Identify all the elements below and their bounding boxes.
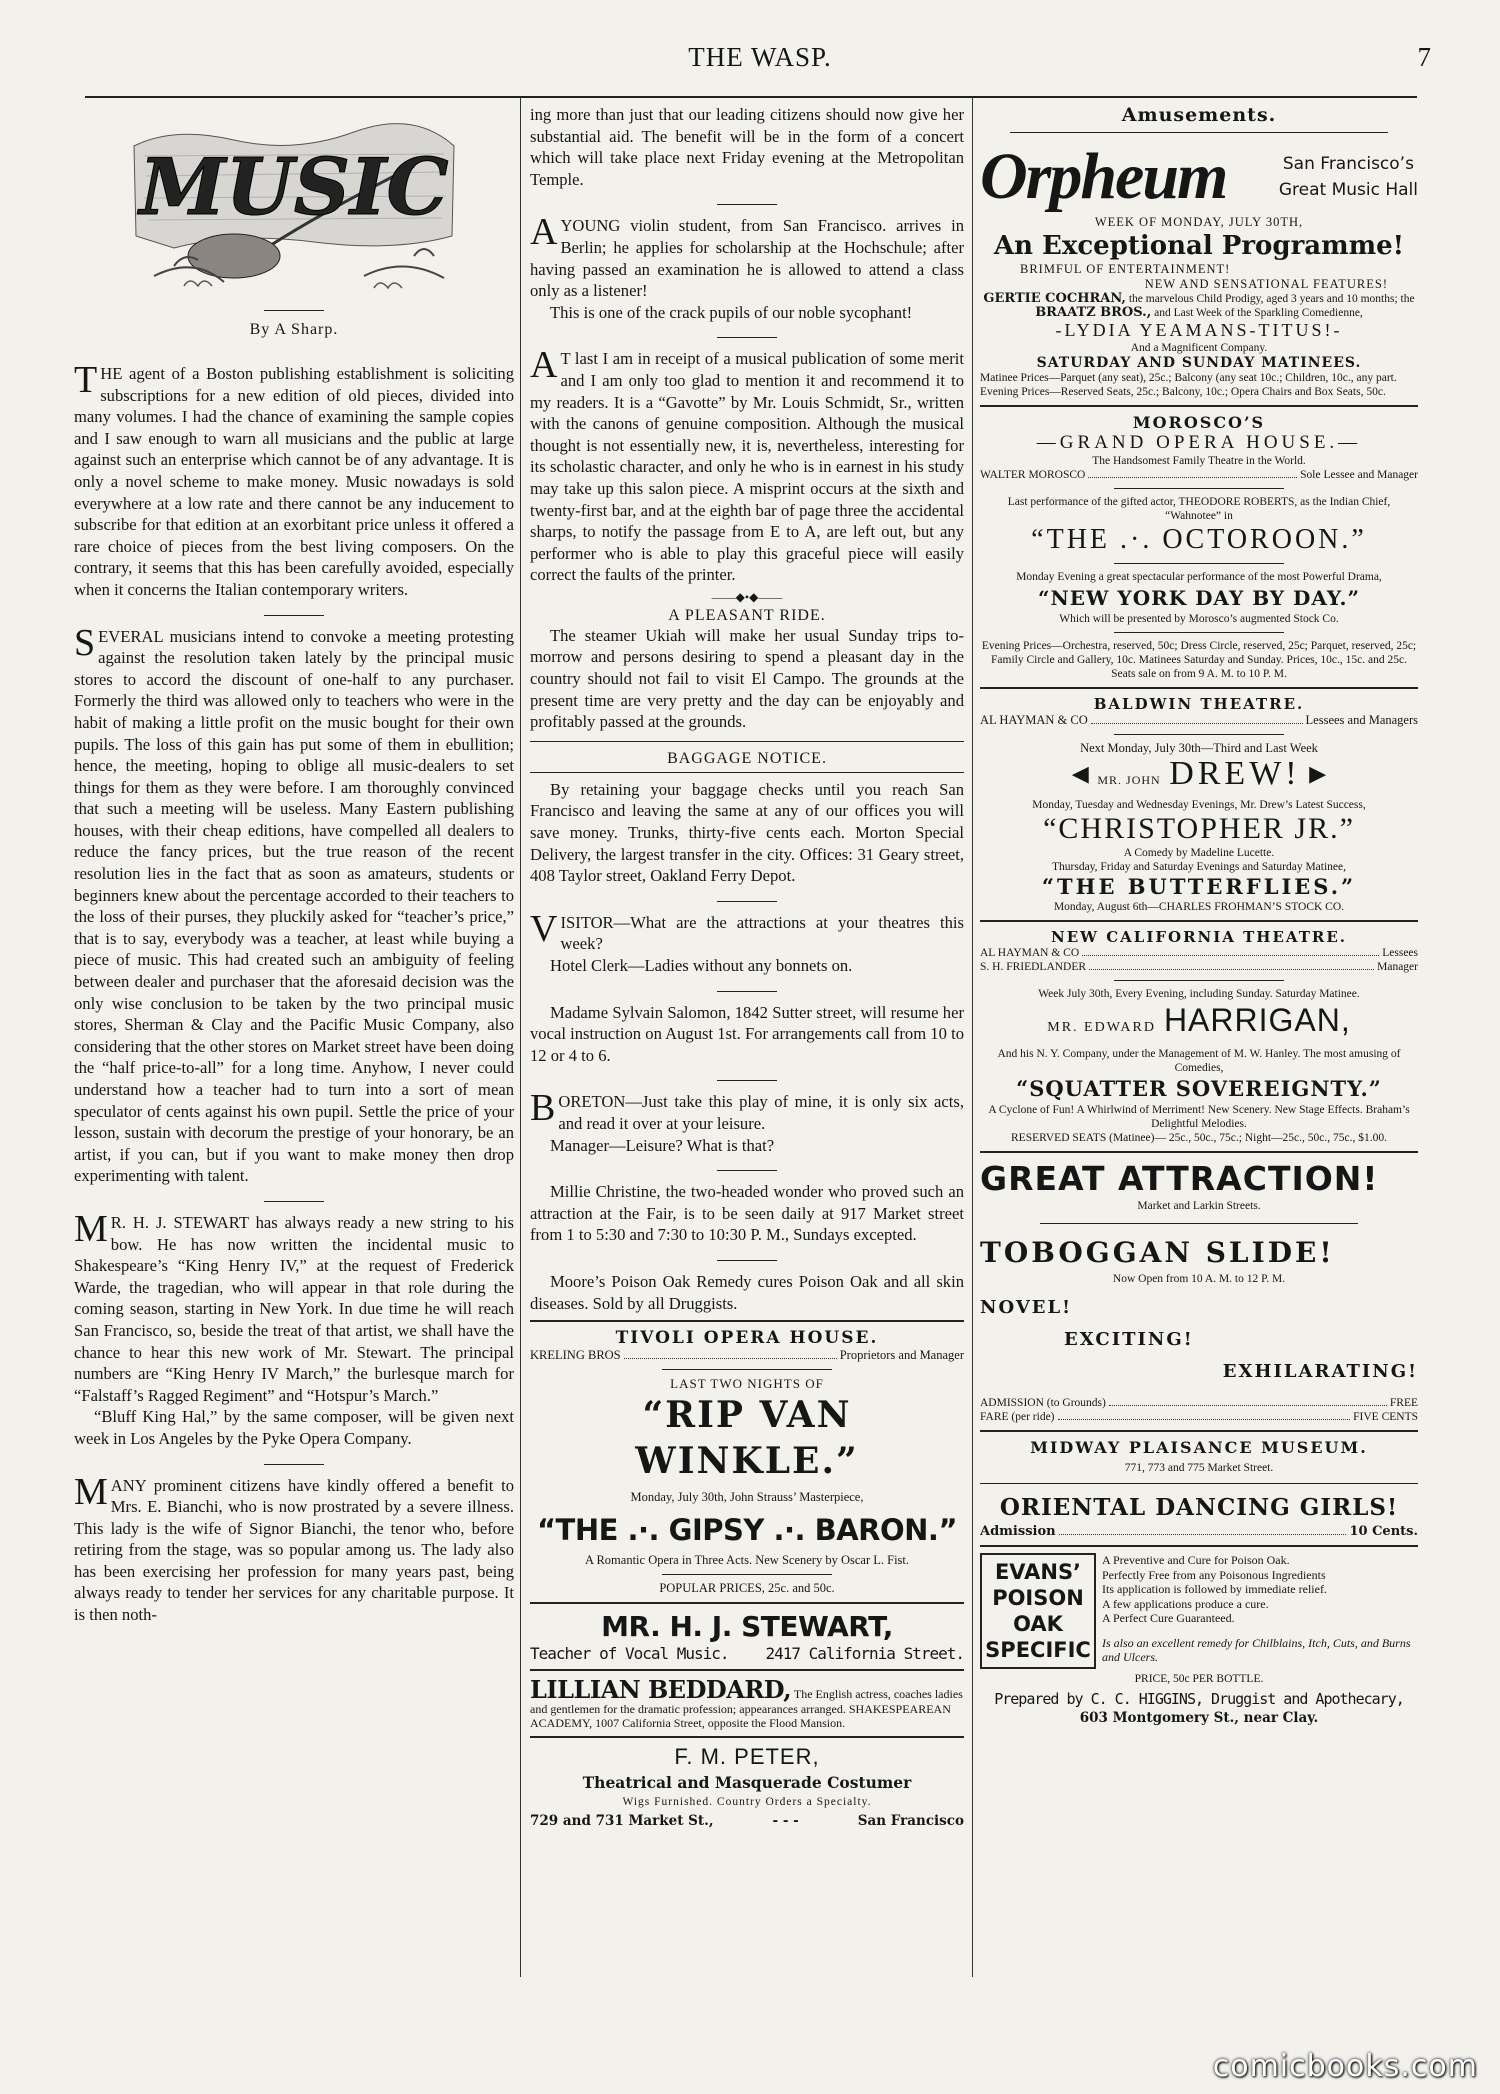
midway-address: 771, 773 and 775 Market Street. <box>1124 1462 1274 1474</box>
column-rule-2 <box>972 97 973 1977</box>
orpheum-new: NEW AND SENSATIONAL FEATURES! <box>1144 277 1388 291</box>
paragraph-poison-oak: Moore’s Poison Oak Remedy cures Poison Oak and all skin diseases. Sold by all Druggists. <box>530 1271 964 1313</box>
stewart-name: MR. H. J. STEWART, <box>601 1610 893 1644</box>
great-attraction-title: GREAT ATTRACTION! <box>980 1159 1379 1198</box>
paragraph-manager: Manager—Leisure? What is that? <box>550 1135 775 1155</box>
rule <box>1114 488 1284 489</box>
heading-ride: A PLEASANT RIDE. <box>668 606 826 624</box>
ad-midway <box>980 1438 1418 1539</box>
evans-address: 603 Montgomery St., near Clay. <box>1079 1710 1319 1726</box>
morosco-last: Last performance of the gifted actor, THEODORE ROBERTS, as the Indian Chief, “Wahnotee” in <box>1007 496 1391 522</box>
rule <box>1040 1223 1358 1224</box>
toboggan-title: TOBOGGAN SLIDE! <box>980 1236 1335 1269</box>
tivoli-owners: KRELING BROS Proprietors and Manager <box>530 1348 964 1363</box>
morosco-which: Which will be presented by Morosco’s augmented Stock Co. <box>1059 613 1339 625</box>
rule <box>980 920 1418 922</box>
paragraph-gavotte: A T last I am in receipt of a musical publication of some merit and I am only too glad to mention it and recommend it to my readers. It is a “Gavotte” by Mr. Louis Schmidt, Sr., written with the canons of genuine composition. Although the musical thought is not essentially new, it is, nevertheless, interesting for its scholastic character, and only he who is in earnest in his study may take up this salon piece. A misprint occurs at the sixth and twenty-first bar, and at the eighth bar of page three the accidental sharps, to notify the passage from E to A, are left out, but any performer who is able to play this graceful piece will easily correct the faults of the printer. <box>530 344 964 585</box>
baldwin-drew: ◂ MR. JOHN DREW! ▸ <box>1071 755 1327 792</box>
rule <box>980 1430 1418 1432</box>
paragraph-stewart: M R. H. J. STEWART has always ready a new string to his bow. He has now written the incidental music to Shakespeare’s “King Henry IV,” at the request of Frederick Warde, the tragedian, who will appear in that role during the coming season, starting in New York. In due time he will reach San Francisco, so, beside the treat of that artist, we shall have the chance to hear this new work of Mr. Stewart. The principal numbers are “King Henry IV March,” the burlesque march for “Falstaff’s Ragged Regiment” and “Hotspur’s March.” <box>74 1207 514 1405</box>
ad-great-attraction <box>980 1159 1418 1424</box>
rule <box>717 901 777 902</box>
evans-logo: EVANS’ POISON OAK SPECIFIC <box>980 1553 1096 1669</box>
rule <box>530 1669 964 1671</box>
evans-prepared: Prepared by C. C. HIGGINS, Druggist and Apothecary, <box>994 1690 1404 1708</box>
ad-peter <box>530 1744 964 1829</box>
morosco-monday: Monday Evening a great spectacular performance of the most Powerful Drama, <box>1016 571 1382 583</box>
paragraph-bianchi: MANY prominent citizens have kindly offered a benefit to Mrs. E. Bianchi, who is now prostrated by a severe illness. This lady is the wife of Signor Bianchi, the tenor who, before retiring from the stage, was so popular among us. The lady also has been exercising her profession for many years past, being always ready to tender her services for any charitable purpose. It is then noth- <box>74 1470 514 1625</box>
toboggan-novel: NOVEL! <box>980 1297 1073 1318</box>
peter-wigs: Wigs Furnished. Country Orders a Specialty. <box>622 1796 872 1809</box>
morosco-octoroon: “THE .·. OCTOROON.” <box>1031 524 1367 555</box>
rule <box>717 337 777 338</box>
paragraph-several: SEVERAL musicians intend to convoke a meeting protesting against the resolution taken lately by the principal music stores to accord the discount of one-half to any purchaser. Formerly the third was allowed only to teachers who were in the habit of making a little profit on the music bought for their own pupils. The loss of this gain has put some of them in ebullition; hence, the meeting, hoping to oblige all music-dealers to set things for them as they were before. I am thoroughly convinced that such a meeting will be useless. Many Eastern publishing houses, with their cheap editions, have compelled all dealers to reduce the fancy prices, but the true reason of the recent resolution lies in the fact that as soon as amateurs, students or beginners knew about the percentage accorded to their teachers to the loss of their purses, they pluckily asked for “teacher’s price,” that is to say, everybody was a teacher, at least while buying a piece of music. This had created such an ambiguity of feeling between dealer and purchaser that the aforesaid decision was the only wise conclusion to be taken by the two principal music stores, Sherman & Clay and the Pacific Music Company, also considering that the other stores on Market street have been doing the “half price-to-all” for a long time. Anyhow, I never could understand how a teacher had to turn into a sort of mean speculator of cents against his own pupil. Settle the price of your lesson, sustain with decorum the prestige of your honorary, be an artist, if you can, but if you want to make money then drop experimenting with talent. <box>74 621 514 1186</box>
baldwin-christopher: “CHRISTOPHER JR.” <box>1043 812 1355 845</box>
paragraph-bluff: “Bluff King Hal,” by the same composer, will be given next week in Los Angeles by the Pyke Opera Company. <box>74 1407 514 1448</box>
heading-baggage: BAGGAGE NOTICE. <box>667 749 827 767</box>
newspaper-title: THE WASP. <box>688 42 832 72</box>
rule <box>980 1483 1418 1484</box>
byline: By A Sharp. <box>249 321 339 338</box>
rule <box>1114 632 1284 633</box>
newcal-friedlander: S. H. FRIEDLANDER Manager <box>980 961 1418 973</box>
rule <box>1114 980 1284 981</box>
orpheum-lydia: -LYDIA YEAMANS-TITUS!- <box>1055 320 1343 340</box>
orpheum-name: Orpheum <box>980 140 1227 213</box>
baldwin-comedy: A Comedy by Madeline Lucette. <box>1123 847 1275 859</box>
stewart-info: Teacher of Vocal Music. 2417 California Street. <box>530 1644 964 1664</box>
midway-admission: Admission 10 Cents. <box>980 1524 1418 1539</box>
rule <box>717 991 777 992</box>
orpheum-matinee-prices: Matinee Prices—Parquet (any seat), 25c.; Balcony (any seat 10c.; Children, 10c., any part. <box>980 372 1397 384</box>
orpheum-tag1: San Francisco’s <box>1282 154 1414 174</box>
paragraph-baggage: By retaining your baggage checks until you reach San Francisco and leaving the same at any of our offices you will save money. Trunks, thirty-five cents each. Morton Special Delivery, the largest transfer in the city. Offices: 31 Geary street, 408 Taylor street, Oakland Ferry Depot. <box>530 779 964 886</box>
rule <box>1010 132 1388 133</box>
midway-oriental: ORIENTAL DANCING GIRLS! <box>999 1494 1399 1521</box>
morosco-nyd: “NEW YORK DAY BY DAY.” <box>1037 586 1361 610</box>
orpheum-week: WEEK OF MONDAY, JULY 30TH, <box>1094 215 1304 229</box>
rule <box>1114 734 1284 735</box>
newcal-cyclone: A Cyclone of Fun! A Whirlwind of Merriment! New Scenery. New Stage Effects. Braham’s Delightful Melodies. <box>988 1104 1410 1130</box>
rule <box>530 741 964 742</box>
morosco-prices: Evening Prices—Orchestra, reserved, 50c; Dress Circle, reserved, 25c; Parquet, reserved, 25c; Family Circle and Gallery, 10c. Matinees Saturday and Sunday. Prices, 10c., 15c. and 25c. Seats sale on from 9 A. M. to 10 P. M. <box>981 640 1417 680</box>
rule <box>717 1260 777 1261</box>
page-header <box>85 42 1435 82</box>
paragraph-millie: Millie Christine, the two-headed wonder who proved such an attraction at the Fair, is to be seen daily at 917 Market street from 1 to 5:30 and 7:30 to 10:30 P. M., Sundays excepted. <box>530 1182 964 1245</box>
morosco-name: MOROSCO’S <box>1132 413 1266 432</box>
rule <box>717 1170 777 1171</box>
ad-orpheum <box>980 139 1418 399</box>
rule <box>980 687 1418 689</box>
baldwin-hayman: AL HAYMAN & CO Lessees and Managers <box>980 713 1418 727</box>
ad-stewart <box>530 1610 964 1663</box>
beddard-text: The English actress, coaches ladies and gentlemen for the dramatic profession; appearances arranged. SHAKESPEAREAN ACADEMY, 1007 California Street, opposite the Flood Mansion. <box>530 1687 963 1730</box>
baldwin-butterflies: “THE BUTTERFLIES.” <box>1041 874 1357 899</box>
paragraph-ride: The steamer Ukiah will make her usual Sunday trips to-morrow and persons desiring to spend a pleasant day in the country should not fail to visit El Campo. The grounds at the present time are very pretty and the day can be enjoyably and profitably passed at the grounds. <box>530 625 964 732</box>
peter-sub: Theatrical and Masquerade Costumer <box>582 1773 912 1793</box>
ad-baldwin <box>980 695 1418 914</box>
newcal-reserved: RESERVED SEATS (Matinee)— 25c., 50c., 75c.; Night—25c., 50c., 75c., $1.00. <box>1011 1132 1387 1144</box>
rule <box>264 1464 324 1465</box>
morosco-walter: WALTER MOROSCO Sole Lessee and Manager <box>980 469 1418 481</box>
ornament-rule: ——◆•◆—— <box>711 589 783 604</box>
newcal-hayman: AL HAYMAN & CO Lessees <box>980 947 1418 959</box>
ad-evans <box>980 1553 1418 1726</box>
paragraph-boston: THE agent of a Boston publishing establishment is soliciting subscriptions for a new edition of old pieces, divided into many volumes. I had the chance of examining the sample copies and I saw enough to warn all musicians and the public at large against such an enterprise which cannot be of any advantage. It is only a novel scheme to make money. Music nowadays is sold everywhere at a low rate and there cannot be any inducement to subscribe for that edition at an exorbitant price unless it offered a rare choice of pieces from the best living composers. On the contrary, it seems that this has been carefully avoided, especially when it concerns the Italian contemporary writers. <box>74 359 514 599</box>
toboggan-exhilarating: EXHILARATING! <box>1222 1361 1418 1382</box>
column-rule-1 <box>520 97 521 1977</box>
newcal-squatter: “SQUATTER SOVEREIGNTY.” <box>1016 1076 1382 1101</box>
ad-tivoli <box>530 1328 964 1596</box>
newcal-name: NEW CALIFORNIA THEATRE. <box>1051 928 1347 946</box>
tivoli-name: TIVOLI OPERA HOUSE. <box>615 1328 879 1349</box>
peter-name: F. M. PETER, <box>674 1744 820 1770</box>
tivoli-last-two: LAST TWO NIGHTS OF <box>670 1376 824 1392</box>
column-music <box>74 104 514 1994</box>
music-banner-title: MUSIC <box>139 142 449 233</box>
rule <box>717 1080 777 1081</box>
rule <box>264 310 324 311</box>
tivoli-gipsy: “THE .·. GIPSY .·. BARON.” <box>536 1513 958 1548</box>
orpheum-gertie: GERTIE COCHRAN, the marvelous Child Prodigy, aged 3 years and 10 months; the BRAATZ BROS., and Last Week of the Sparkling Comedienne, <box>983 291 1415 320</box>
baldwin-august: Monday, August 6th—CHARLES FROHMAN’S STOCK CO. <box>1053 901 1345 913</box>
great-location: Market and Larkin Streets. <box>1137 1200 1261 1212</box>
tivoli-rip: “RIP VAN WINKLE.” <box>635 1394 859 1483</box>
paragraph-visitor: VISITOR—What are the attractions at your theatres this week? <box>530 907 964 954</box>
rule <box>264 615 324 616</box>
rule <box>980 1151 1418 1153</box>
toboggan-open: Now Open from 10 A. M. to 12 P. M. <box>1112 1273 1286 1285</box>
baldwin-name: BALDWIN THEATRE. <box>1093 695 1305 713</box>
toboggan-admission: ADMISSION (to Grounds) FREE <box>980 1397 1418 1409</box>
orpheum-evening-prices: Evening Prices—Reserved Seats, 25c.; Balcony, 10c.; Opera Chairs and Box Seats, 50c. <box>980 386 1386 398</box>
paragraph-clerk: Hotel Clerk—Ladies without any bonnets on. <box>550 956 853 975</box>
baldwin-next: Next Monday, July 30th—Third and Last Week <box>1080 741 1318 755</box>
rule <box>530 1602 964 1604</box>
rule <box>530 772 964 773</box>
orpheum-exceptional: An Exceptional Programme! <box>993 231 1405 261</box>
toboggan-exciting: EXCITING! <box>1064 1329 1194 1350</box>
column-news <box>530 104 964 1984</box>
paragraph-salomon: Madame Sylvain Salomon, 1842 Sutter street, will resume her vocal instruction on August 1st. For arrangements call from 10 to 12 or 4 to 6. <box>530 1002 964 1065</box>
tivoli-prices: POPULAR PRICES, 25c. and 50c. <box>659 1581 835 1596</box>
top-rule <box>85 96 1417 98</box>
morosco-goh: —GRAND OPERA HOUSE.— <box>1036 432 1362 453</box>
watermark: comicbooks.com <box>1212 2049 1478 2084</box>
newcal-company: And his N. Y. Company, under the Management of M. W. Hanley. The most amusing of Comedies, <box>997 1048 1401 1074</box>
amusements-heading: Amusements. <box>1121 104 1277 126</box>
tivoli-monday: Monday, July 30th, John Strauss’ Masterpiece, <box>630 1490 864 1505</box>
rule <box>717 204 777 205</box>
orpheum-tag2: Great Music Hall <box>1278 180 1418 200</box>
rule <box>530 1736 964 1738</box>
paragraph-crack: This is one of the crack pupils of our noble sycophant! <box>550 302 913 322</box>
rule <box>530 1320 964 1322</box>
evans-price: PRICE, 50c PER BOTTLE. <box>1134 1673 1264 1685</box>
newcal-week: Week July 30th, Every Evening, including Sunday. Saturday Matinee. <box>1038 988 1360 1000</box>
music-banner-illustration <box>114 106 474 296</box>
paragraph-violin: AYOUNG violin student, from San Francisco. arrives in Berlin; he applies for scholarship at the Hochschule; after having passed an examination he is allowed to attend a class only as a listener! <box>530 211 964 301</box>
tivoli-romantic: A Romantic Opera in Three Acts. New Scenery by Oscar L. Fist. <box>585 1553 909 1568</box>
column-amusements <box>980 104 1418 1984</box>
newcal-harrigan: MR. EDWARD HARRIGAN, <box>1047 1002 1351 1038</box>
orpheum-company: And a Magnificent Company. <box>1130 342 1268 354</box>
paragraph-boreton: BORETON—Just take this play of mine, it is only six acts, and read it over at your leisure. <box>530 1087 964 1133</box>
evans-description: A Preventive and Cure for Poison Oak. Perfectly Free from any Poisonous Ingredients Its application is followed by immediate relief. A few applications produce a cure. A Perfect Cure Guaranteed. Is also an excellent remedy for Chilblains, Itch, Cuts, and Burns and Ulcers. <box>1102 1553 1411 1664</box>
paragraph-benefit: ing more than just that our leading citizens should now give her substantial aid. The benefit will be in the form of a concert which will take place next Friday evening at the Metropolitan Temple. <box>530 105 964 189</box>
rule <box>264 1201 324 1202</box>
baldwin-thursday: Thursday, Friday and Saturday Evenings and Saturday Matinee, <box>1051 861 1347 873</box>
page-number: 7 <box>1417 42 1431 72</box>
baldwin-monday: Monday, Tuesday and Wednesday Evenings, Mr. Drew’s Latest Success, <box>1032 799 1366 811</box>
rule <box>1114 563 1284 564</box>
ad-morosco <box>980 413 1418 681</box>
music-banner <box>114 106 474 296</box>
orpheum-brimful: BRIMFUL OF ENTERTAINMENT! <box>1020 262 1231 276</box>
ad-new-california <box>980 928 1418 1145</box>
morosco-handsome: The Handsomest Family Theatre in the World. <box>1092 455 1306 467</box>
beddard-name: LILLIAN BEDDARD, <box>530 1675 792 1705</box>
rule <box>980 1545 1418 1547</box>
peter-address: 729 and 731 Market St., - - - San Francisco <box>530 1813 964 1830</box>
rule <box>662 1369 832 1370</box>
ad-beddard <box>530 1677 964 1730</box>
rule <box>662 1574 832 1575</box>
orpheum-matinees: SATURDAY AND SUNDAY MATINEES. <box>1036 355 1362 371</box>
rule <box>980 405 1418 407</box>
toboggan-fare: FARE (per ride) FIVE CENTS <box>980 1411 1418 1423</box>
midway-name: MIDWAY PLAISANCE MUSEUM. <box>1030 1438 1368 1457</box>
